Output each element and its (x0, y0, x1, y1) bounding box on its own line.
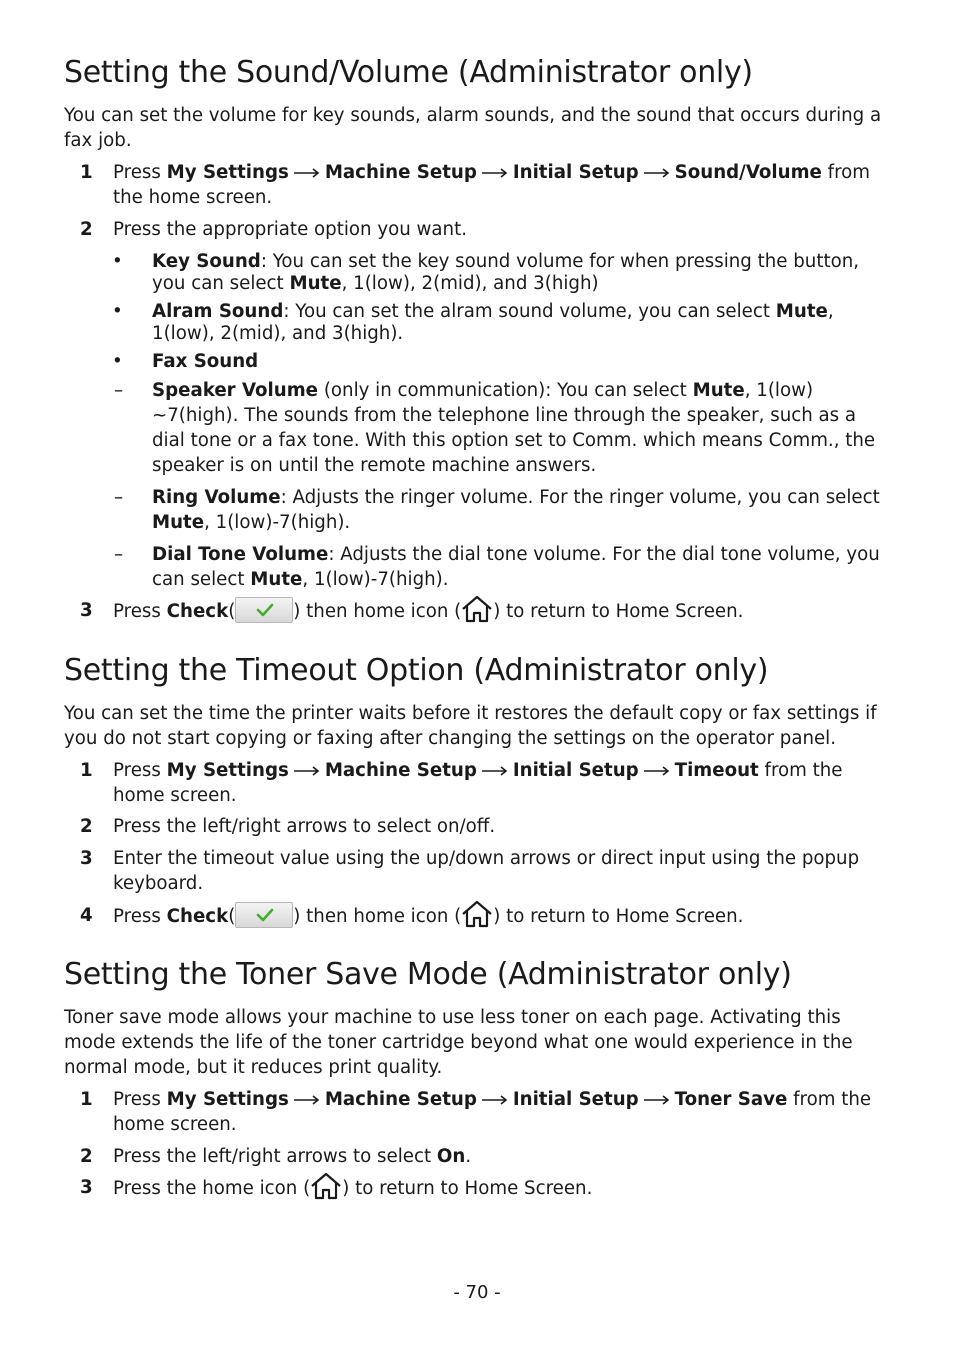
check-button (235, 902, 293, 928)
step-number: 1 (80, 162, 93, 183)
step-number: 3 (80, 600, 93, 621)
section-intro: Toner save mode allows your machine to use less toner on each page. Activating this mode extends the life of the toner cartridge beyond what one would experience in the normal mode, but it reduces print quality. (64, 1007, 853, 1078)
section-title-sound-volume: Setting the Sound/Volume (Administrator only) (64, 55, 753, 90)
step-text: Press Check( ) then home icon ( ) to return to Home Screen. (113, 598, 889, 626)
page-number: - 70 - (453, 1282, 501, 1303)
step-number: 3 (80, 848, 93, 869)
check-button (235, 597, 293, 623)
section-intro: You can set the time the printer waits before it restores the default copy or fax settings if you do not start copying or faxing after changing the settings on the operator panel. (64, 703, 877, 749)
arrow-right-icon (293, 167, 321, 179)
step-number: 1 (80, 1089, 93, 1110)
arrow-right-icon (643, 765, 671, 777)
step-number: 2 (80, 219, 93, 240)
section-title-timeout: Setting the Timeout Option (Administrator only) (64, 653, 769, 688)
arrow-right-icon (293, 1094, 321, 1106)
check-icon (256, 603, 274, 617)
home-icon (461, 595, 493, 623)
check-icon (256, 908, 274, 922)
arrow-right-icon (643, 1094, 671, 1106)
step-text: Press My Settings Machine Setup Initial Setup Timeout from the home screen. (113, 760, 843, 806)
step-number: 2 (80, 1146, 93, 1167)
manual-page: Setting the Sound/Volume (Administrator only) You can set the volume for key sounds, alarm sounds, and the sound that occurs during a fax job. 1 Press My Settings Machine Setup Initial Setup Sound/Volume from the home screen. 2 Press the appropriate option you want. • Key Sound: You can set the key sound volume for when pressing the button, you can select Mute, 1(low), 2(mid), and 3(high) • Alram Sound: You can set the alram sound volume, you can select Mute, 1(low), 2(mid), and 3(high). • Fax Sound – Speaker Volume (only in communication): You can select Mute, 1(low) ~7(high). The sounds from the telephone line through the speaker, such as a dial tone or a fax tone. With this option set to Comm. which means Comm., the speaker is on until the remote machine answers. – Ring Volume: Adjusts the ringer volume. For the ringer volume, you can select Mute, 1(low)-7(high). – Dial Tone Volume: Adjusts the dial tone volume. For the dial tone volume, you can select Mute, 1(low)-7(high). 3 Press Check( ) then home icon ( ) to return to Home Screen. Setting the Timeout Option (Administrator only) You can set the time the printer waits before it restores the default copy or fax settings if you do not start copying or faxing after changing the settings on the operator panel. 1 Press My Settings Machine Setup Initial Setup Timeout from the home screen. 2 Press the left/right arrows to select on/off. 3 Enter the timeout value using the up/down arrows or direct input using the popup keyboard. 4 Press Check( ) then home icon ( ) to return to Home Screen. Setting the Toner Save Mode (Administrator only) Toner save mode allows your machine to use less toner on each page. Activating this mode extends the life of the toner cartridge beyond what one would experience in the normal mode, but it reduces print quality. 1 Press My Settings Machine Setup Initial Setup Toner Save from the home screen. 2 Press the left/right arrows to select On. 3 Press the home icon ( ) to return to Home Screen. - 70 - (0, 0, 954, 1352)
home-icon (310, 1172, 342, 1200)
step-text: Press the left/right arrows to select On. (113, 1146, 472, 1167)
step-text: Press My Settings Machine Setup Initial Setup Sound/Volume from the home screen. (113, 162, 870, 208)
arrow-right-icon (293, 765, 321, 777)
section-title-toner-save: Setting the Toner Save Mode (Administrator only) (64, 957, 792, 992)
step-text: Press Check( ) then home icon ( ) to return to Home Screen. (113, 903, 889, 931)
home-icon (461, 900, 493, 928)
step-text: Press the home icon ( ) to return to Home Screen. (113, 1175, 889, 1203)
section-intro: You can set the volume for key sounds, alarm sounds, and the sound that occurs during a fax job. (64, 105, 882, 151)
arrow-right-icon (481, 765, 509, 777)
step-text: Press the left/right arrows to select on/off. (113, 816, 496, 837)
step-number: 4 (80, 905, 93, 926)
step-number: 1 (80, 760, 93, 781)
step-text: Press the appropriate option you want. (113, 219, 467, 240)
step-number: 3 (80, 1177, 93, 1198)
arrow-right-icon (481, 1094, 509, 1106)
arrow-right-icon (643, 167, 671, 179)
step-text: Enter the timeout value using the up/down arrows or direct input using the popup keyboard. (113, 848, 860, 894)
arrow-right-icon (481, 167, 509, 179)
step-text: Press My Settings Machine Setup Initial Setup Toner Save from the home screen. (113, 1089, 872, 1135)
step-number: 2 (80, 816, 93, 837)
